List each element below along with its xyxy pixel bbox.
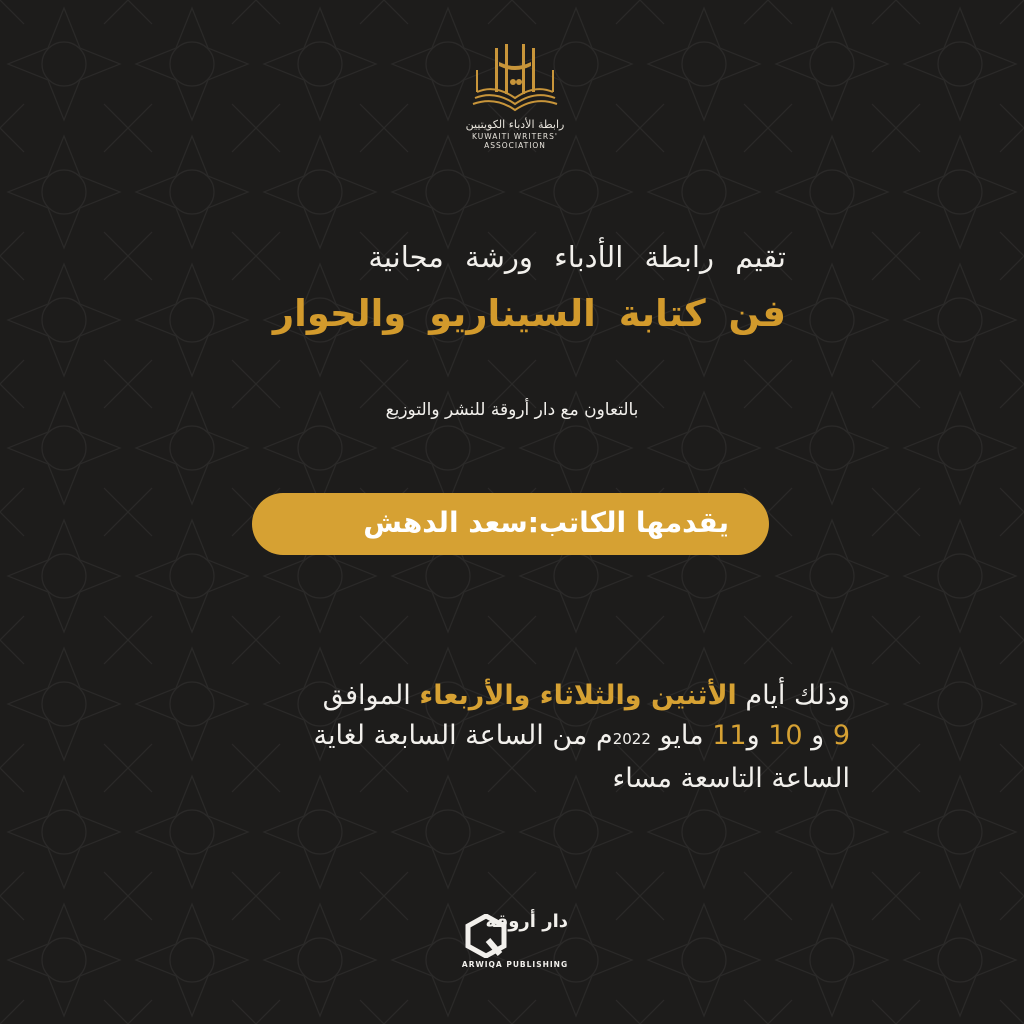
details-matching: الموافق (322, 680, 411, 711)
presenter-badge (252, 493, 769, 555)
logo-english-text: KUWAITI WRITERS' ASSOCIATION (472, 132, 558, 150)
year: 2022 (612, 730, 651, 748)
publisher-logo (460, 908, 570, 972)
association-logo (440, 40, 590, 150)
intro-line: تقيم رابطة الأدباء ورشة مجانية (368, 240, 786, 274)
collaboration-text: بالتعاون مع دار أروقة للنشر والتوزيع (385, 400, 639, 420)
schedule-details (180, 676, 850, 799)
workshop-title: فن كتابة السيناريو والحوار (272, 292, 786, 335)
time-range: م من الساعة السابعة لغاية (313, 720, 613, 751)
book-logo-icon (465, 40, 565, 114)
date-10: 10 (768, 720, 803, 751)
publisher-arabic-name: دار أروقة (485, 911, 568, 932)
logo-arabic-text: رابطة الأدباء الكويتيين (465, 118, 565, 131)
date-9: 9 (832, 720, 850, 751)
workshop-days: الأثنين والثلاثاء والأربعاء (419, 680, 737, 711)
conjunction-1: و (811, 720, 825, 751)
details-intro: وذلك أيام (745, 680, 850, 711)
month: مايو (659, 720, 704, 751)
end-time: الساعة التاسعة مساء (612, 763, 850, 794)
publisher-english-name: ARWIQA PUBLISHING (461, 960, 569, 969)
presenter-badge-text: يقدمها الكاتب:سعد الدهش (363, 506, 729, 539)
conjunction-2: و (746, 720, 760, 751)
date-11: 11 (712, 720, 747, 751)
